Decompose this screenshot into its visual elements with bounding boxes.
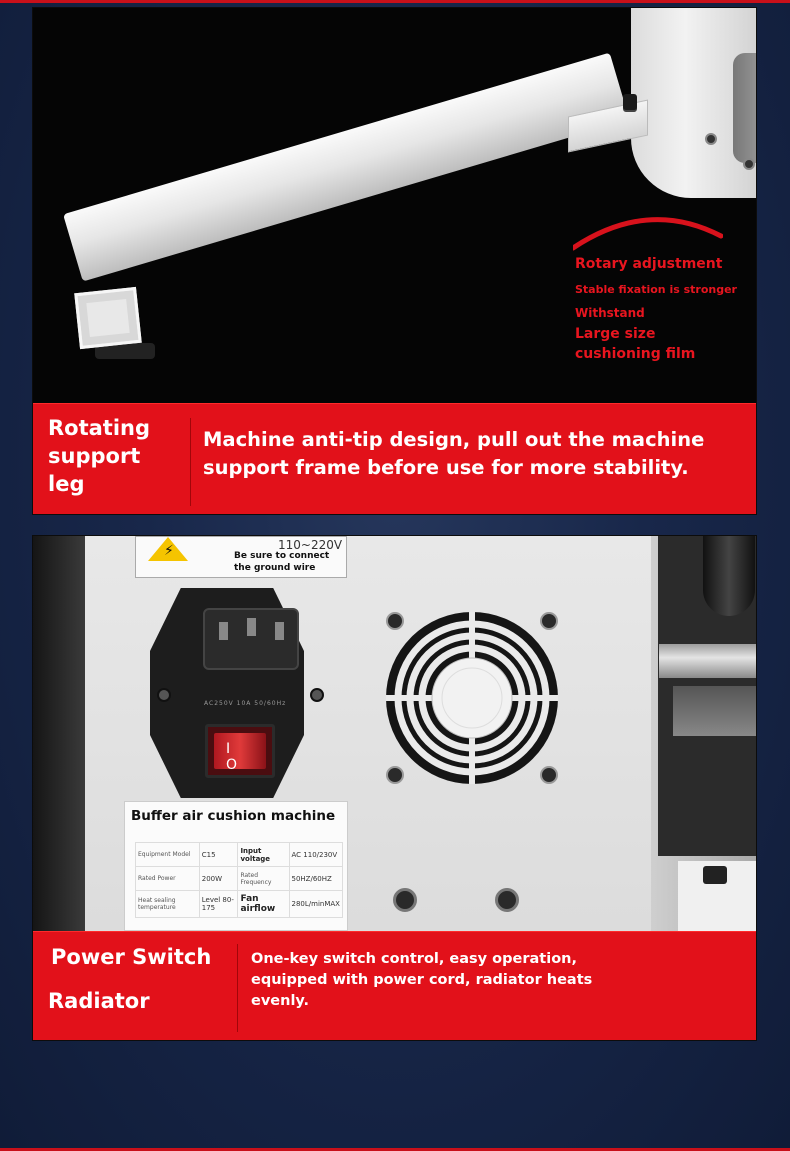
spec-row [136, 891, 343, 918]
rotation-arc-graphic [573, 208, 723, 258]
clamp-bolt [623, 94, 637, 110]
spec-value: AC 110/230V [289, 843, 342, 867]
nameplate-title: Buffer air cushion machine [131, 808, 336, 824]
plate-screw [310, 688, 324, 702]
feature-overlay-text [575, 254, 757, 364]
ground-wire-warning [234, 550, 344, 574]
overlay-cushioning-film: cushioning film [575, 346, 696, 362]
overlay-large-size: Large size [575, 326, 656, 342]
switch-symbols: I O [226, 741, 248, 773]
spec-table [135, 842, 343, 918]
ground-warning-line: the ground wire [234, 563, 316, 573]
banner-title-radiator: Radiator [48, 989, 150, 1013]
voltage-warning-label [135, 536, 347, 578]
housing-screw [703, 866, 727, 884]
socket-pin [219, 622, 228, 640]
banner-title-line: leg [48, 472, 85, 496]
banner-divider [190, 418, 191, 506]
banner-title-line: support [48, 444, 141, 468]
spec-value: 280L/minMAX [289, 891, 342, 918]
spec-row [136, 843, 343, 867]
roller-mount [673, 686, 757, 736]
banner-description [203, 426, 753, 482]
banner-description [251, 949, 651, 1012]
banner-title-line: Rotating [48, 416, 151, 440]
panel-screw [393, 888, 417, 912]
banner-title [48, 414, 188, 498]
overlay-withstand: Withstand [575, 306, 645, 320]
banner-description-line: support frame before use for more stability. [203, 456, 689, 479]
spec-key: Input voltage [238, 843, 289, 867]
machine-back-photo [33, 536, 757, 931]
spec-key: Rated Power [136, 867, 200, 891]
power-switch-banner [33, 931, 757, 1041]
cooling-fan-icon [383, 609, 561, 787]
support-leg-photo [33, 8, 757, 403]
rotating-support-leg-panel [32, 7, 757, 515]
machine-left-edge [33, 536, 85, 931]
fuse-rating-text: AC250V 10A 50/60Hz [204, 700, 287, 707]
spec-key: Fan airflow [238, 891, 289, 918]
voltage-text: 110~220V [278, 538, 343, 552]
spec-key: Rated Frequency [238, 867, 289, 891]
banner-divider [237, 944, 238, 1032]
spec-nameplate [124, 801, 348, 931]
overlay-stable-fixation: Stable fixation is stronger [575, 283, 737, 296]
socket-pin [247, 618, 256, 636]
power-cord-socket[interactable] [203, 608, 299, 670]
top-accent-stripe [0, 0, 790, 3]
spec-row [136, 867, 343, 891]
spec-key: Equipment Model [136, 843, 200, 867]
lightning-bolt-icon: ⚡ [164, 543, 174, 559]
banner-description-line: equipped with power cord, radiator heats [251, 972, 593, 988]
steel-rod [659, 644, 757, 678]
spec-value: 200W [199, 867, 238, 891]
stand-screw [743, 158, 755, 170]
power-switch-radiator-panel [32, 535, 757, 1041]
spec-value: 50HZ/60HZ [289, 867, 342, 891]
banner-description-line: evenly. [251, 993, 310, 1009]
socket-pin [275, 622, 284, 640]
film-roller [703, 536, 755, 616]
rocker-switch-face [214, 733, 266, 773]
power-rocker-switch[interactable] [205, 724, 275, 778]
support-leg-banner [33, 403, 757, 515]
banner-description-line: One-key switch control, easy operation, [251, 951, 577, 967]
stand-screw [705, 133, 717, 145]
banner-title-power-switch: Power Switch [51, 945, 212, 969]
ground-warning-line: Be sure to connect [234, 551, 330, 561]
banner-description-line: Machine anti-tip design, pull out the machine [203, 428, 705, 451]
machine-stand-shadow [733, 53, 757, 163]
spec-key: Heat sealing temperature [136, 891, 200, 918]
support-leg-bar [63, 53, 629, 282]
spec-value: C15 [199, 843, 238, 867]
plate-screw [157, 688, 171, 702]
spec-value: Level 80-175 [199, 891, 238, 918]
overlay-rotary-adjustment: Rotary adjustment [575, 256, 723, 272]
support-leg-tube-end [74, 287, 142, 349]
panel-screw [495, 888, 519, 912]
